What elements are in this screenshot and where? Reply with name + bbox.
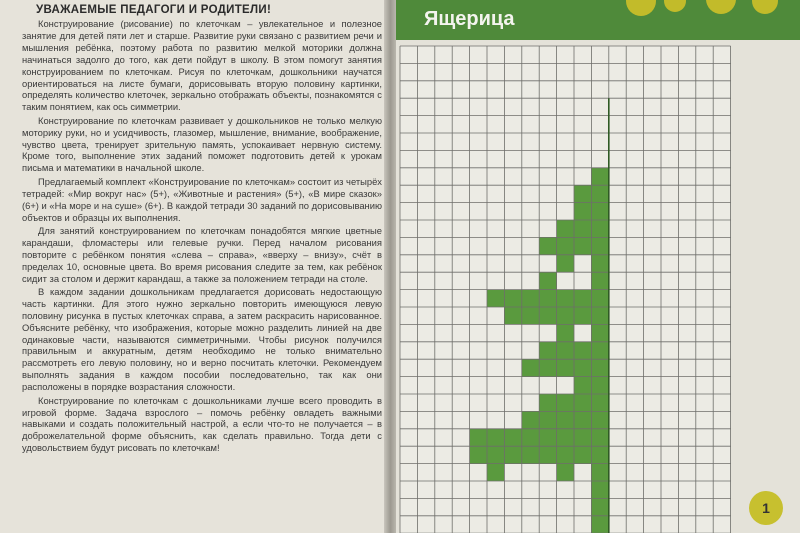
paragraph: Для занятий конструированием по клеточкам понадобятся мягкие цветные карандаши, фломастеры или гелевые ручки. Перед началом рисования повторите с ребёнком понятия «слева – справа», «вверху – внизу», счёт в пределах 10, основные цвета. Во время рисования следите за тем, как ребёнок сидит за столом и держит карандаш, а также за положением тетради на столе. xyxy=(22,224,382,284)
paragraph: В каждом задании дошкольникам предлагается дорисовать недостающую часть картинки. Для этого нужно зеркально повторить имеющуюся левую половину рисунка в пустых клеточках справа, а затем раскрасить нарисованное. Объясните ребёнку, что изображения, которые можно разделить линией на две одинаковые части, называются симметричными. Чтобы рисунок получился правильным и аккуратным, детям необходимо не только внимательно рассмотреть его левую половину, но и верно посчитать клеточки. Рекомендуем выполнять задания в каждом пособии последовательно, так как они расположены в порядке возрастания сложности. xyxy=(22,285,382,393)
filled-cell xyxy=(539,411,556,428)
filled-cell xyxy=(539,342,556,359)
right-page xyxy=(396,0,800,533)
filled-cell xyxy=(539,429,556,446)
filled-cell xyxy=(591,324,608,341)
filled-cell xyxy=(591,203,608,220)
filled-cell xyxy=(487,290,504,307)
filled-cell xyxy=(574,446,591,463)
drawing-grid xyxy=(396,40,800,533)
filled-cell xyxy=(591,255,608,272)
filled-cell xyxy=(591,342,608,359)
filled-cell xyxy=(539,446,556,463)
filled-cell xyxy=(591,359,608,376)
filled-cell xyxy=(539,359,556,376)
page-heading: УВАЖАЕМЫЕ ПЕДАГОГИ И РОДИТЕЛИ! xyxy=(36,4,272,16)
filled-cell xyxy=(557,290,574,307)
filled-cell xyxy=(487,429,504,446)
filled-cell xyxy=(591,185,608,202)
filled-cell xyxy=(591,498,608,515)
filled-cell xyxy=(591,220,608,237)
filled-cell xyxy=(487,464,504,481)
body-text xyxy=(22,18,382,456)
filled-cell xyxy=(574,237,591,254)
filled-cell xyxy=(574,307,591,324)
filled-cell xyxy=(574,342,591,359)
filled-cell xyxy=(504,446,521,463)
filled-cell xyxy=(522,307,539,324)
filled-cell xyxy=(591,272,608,289)
filled-cell xyxy=(539,272,556,289)
filled-cell xyxy=(557,307,574,324)
filled-cell xyxy=(539,307,556,324)
filled-cell xyxy=(591,429,608,446)
filled-cell xyxy=(557,464,574,481)
filled-cell xyxy=(539,394,556,411)
filled-cell xyxy=(522,446,539,463)
paragraph: Предлагаемый комплект «Конструирование по клеточкам» состоит из четырёх тетрадей: «Мир вокруг нас» (5+), «Животные и растения» (5+), «В мире сказок» (6+) и «На море и на суше» (6+). В каждой тетради 30 заданий по дорисовыванию объектов и образцы их выполнения. xyxy=(22,175,382,223)
filled-cell xyxy=(557,429,574,446)
filled-cell xyxy=(504,307,521,324)
filled-cell xyxy=(539,237,556,254)
filled-cell xyxy=(574,429,591,446)
filled-cell xyxy=(591,464,608,481)
filled-cell xyxy=(487,446,504,463)
filled-cell xyxy=(591,307,608,324)
filled-cell xyxy=(591,237,608,254)
filled-cell xyxy=(591,394,608,411)
filled-cell xyxy=(557,237,574,254)
filled-cell xyxy=(574,359,591,376)
page-title: Ящерица xyxy=(424,8,515,30)
paragraph: Конструирование по клеточкам развивает у дошкольников не только мелкую моторику руки, но и усидчивость, глазомер, мышление, внимание, воображение, чувство цвета, тренирует зрительную память, успокаивает нервную систему. Кроме того, выполнение этих заданий поможет подготовить детей к урокам письма и математики в начальной школе. xyxy=(22,114,382,174)
filled-cell xyxy=(557,411,574,428)
filled-cell xyxy=(591,290,608,307)
filled-cell xyxy=(574,377,591,394)
filled-cell xyxy=(591,446,608,463)
filled-cell xyxy=(574,290,591,307)
filled-cell xyxy=(591,377,608,394)
filled-cell xyxy=(522,290,539,307)
filled-cell xyxy=(557,220,574,237)
filled-cell xyxy=(557,342,574,359)
left-page xyxy=(0,0,388,533)
filled-cell xyxy=(557,394,574,411)
filled-cell xyxy=(557,324,574,341)
filled-cell xyxy=(470,429,487,446)
filled-cell xyxy=(522,411,539,428)
filled-cell xyxy=(591,481,608,498)
filled-cell xyxy=(574,411,591,428)
filled-cell xyxy=(522,429,539,446)
filled-cell xyxy=(504,290,521,307)
page-number: 1 xyxy=(749,491,783,525)
filled-cell xyxy=(591,168,608,185)
filled-cell xyxy=(591,516,608,533)
filled-cell xyxy=(522,359,539,376)
grid-svg xyxy=(396,40,800,533)
filled-cell xyxy=(539,290,556,307)
filled-cell xyxy=(504,429,521,446)
filled-cell xyxy=(574,394,591,411)
paragraph: Конструирование (рисование) по клеточкам – увлекательное и полезное занятие для детей пяти лет и старше. Развитие руки связано с развитием речи и мышления ребёнка, поэтому работа по развитию мелкой моторики должна начинаться задолго до того, как дети пойдут в школу. В этом помогут занятия конструированием по клеточкам. Рисуя по клеточкам, дошкольники научатся ориентироваться на листе бумаги, дорисовывать вторую половину картинки, определять количество клеточек, зеркально отображать объекты, познакомятся с таким понятием, как ось симметрии. xyxy=(22,18,382,113)
filled-cell xyxy=(470,446,487,463)
filled-cell xyxy=(574,203,591,220)
filled-cell xyxy=(557,255,574,272)
filled-cell xyxy=(557,359,574,376)
filled-cell xyxy=(591,411,608,428)
filled-cell xyxy=(574,185,591,202)
filled-cell xyxy=(557,446,574,463)
filled-cell xyxy=(574,220,591,237)
paragraph: Конструирование по клеточкам с дошкольниками лучше всего проводить в игровой форме. Задача взрослого – помочь ребёнку овладеть важными навыками и создать положительный настрой, а если что-то не получается – в доброжелательной форме объяснить, как сделать правильно. Тогда дети с удовольствием будут рисовать по клеточкам! xyxy=(22,394,382,454)
